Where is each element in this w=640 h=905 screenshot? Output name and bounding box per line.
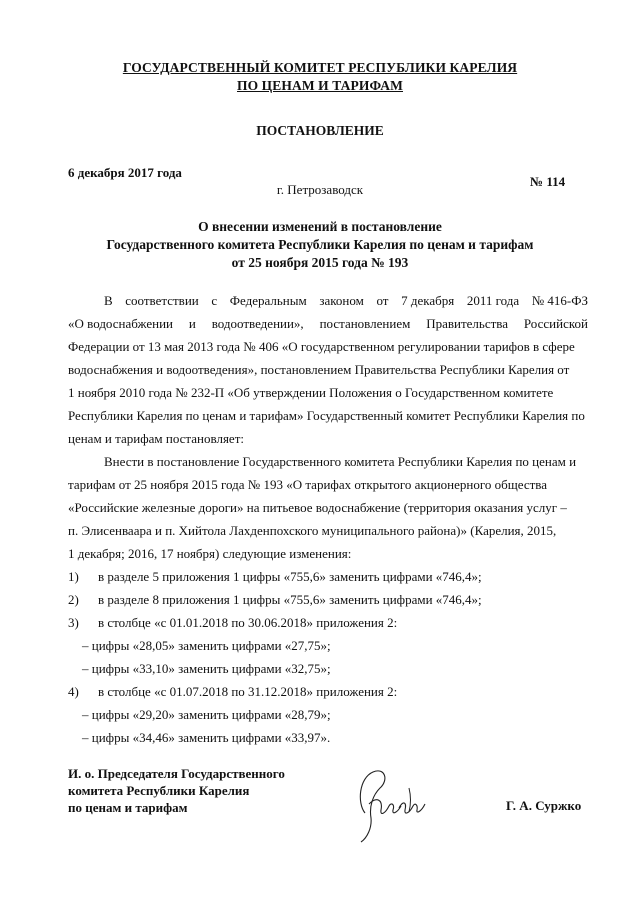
paragraph1-line6: Республики Карелия по ценам и тарифам» Государственный комитет Республики Карелия по — [68, 408, 585, 423]
paragraph2-line2: тарифам от 25 ноября 2015 года № 193 «О тарифах открытого акционерного общества — [68, 477, 548, 492]
paragraph1-line7: ценам и тарифам постановляет: — [68, 431, 244, 446]
signatory-role-line2: комитета Республики Карелия — [68, 783, 250, 798]
p1-word: Федеральным — [229, 293, 307, 308]
p1-word: Российской — [523, 316, 588, 331]
p1-word: с — [211, 293, 218, 308]
p1-word: водоотведении», — [211, 316, 304, 331]
subitem-text: – цифры «33,10» заменить цифрами «32,75»; — [82, 661, 331, 676]
p1-word: Правительства — [426, 316, 509, 331]
paragraph2-line1: Внести в постановление Государственного комитета Республики Карелия по ценам и — [104, 454, 577, 469]
org-name-line2: ПО ЦЕНАМ И ТАРИФАМ — [237, 78, 403, 93]
document-city: г. Петрозаводск — [276, 182, 364, 197]
handwritten-signature — [325, 758, 445, 848]
item-number: 1) — [68, 569, 79, 584]
subject-line2: Государственного комитета Республики Карелия по ценам и тарифам — [106, 237, 534, 252]
subitem-text: – цифры «28,05» заменить цифрами «27,75»; — [82, 638, 331, 653]
p1-word: и — [188, 316, 196, 331]
item-number: 4) — [68, 684, 79, 699]
item-number: 3) — [68, 615, 79, 630]
subitem-text: – цифры «34,46» заменить цифрами «33,97». — [82, 730, 331, 745]
p1-word: 2011 года — [466, 293, 520, 308]
item-text: в разделе 5 приложения 1 цифры «755,6» заменить цифрами «746,4»; — [98, 569, 482, 584]
p1-word: от — [376, 293, 389, 308]
item-text: в столбце «с 01.01.2018 по 30.06.2018» приложения 2: — [98, 615, 398, 630]
paragraph1-line3: Федерации от 13 мая 2013 года № 406 «О государственном регулировании тарифов в сфере — [68, 339, 575, 354]
item-text: в разделе 8 приложения 1 цифры «755,6» заменить цифрами «746,4»; — [98, 592, 482, 607]
document-type: ПОСТАНОВЛЕНИЕ — [256, 123, 384, 138]
p1-word: № 416-ФЗ — [531, 293, 588, 308]
p1-word: законом — [319, 293, 364, 308]
paragraph1-line5: 1 ноября 2010 года № 232-П «Об утверждении Положения о Государственном комитете — [68, 385, 554, 400]
paragraph1-line1 — [104, 293, 588, 309]
org-name-line1: ГОСУДАРСТВЕННЫЙ КОМИТЕТ РЕСПУБЛИКИ КАРЕЛИЯ — [122, 60, 518, 75]
item-number: 2) — [68, 592, 79, 607]
p1-word: соответствии — [125, 293, 199, 308]
subject-line1: О внесении изменений в постановление — [198, 219, 442, 234]
document-date: 6 декабря 2017 года — [68, 165, 182, 180]
p1-word: В — [104, 293, 113, 308]
document-number: № 114 — [530, 174, 566, 189]
p1-word: «О водоснабжении — [68, 316, 173, 331]
subitem-text: – цифры «29,20» заменить цифрами «28,79»; — [82, 707, 331, 722]
p1-word: 7 декабря — [401, 293, 455, 308]
item-text: в столбце «с 01.07.2018 по 31.12.2018» приложения 2: — [98, 684, 398, 699]
paragraph1-line4: водоснабжения и водоотведения», постановлением Правительства Республики Карелия от — [68, 362, 570, 377]
paragraph2-line4: п. Элисенваара и п. Хийтола Лахденпохского муниципального района)» (Карелия, 2015, — [68, 523, 557, 538]
paragraph2-line5: 1 декабря; 2016, 17 ноября) следующие изменения: — [68, 546, 352, 561]
subject-line3: от 25 ноября 2015 года № 193 — [231, 255, 409, 270]
signatory-role-line3: по ценам и тарифам — [68, 800, 188, 815]
paragraph2-line3: «Российские железные дороги» на питьевое водоснабжение (территория оказания услуг – — [68, 500, 567, 515]
p1-word: постановлением — [319, 316, 411, 331]
signatory-role-line1: И. о. Председателя Государственного — [68, 766, 285, 781]
paragraph1-line2 — [68, 316, 588, 332]
signatory-name: Г. А. Суржко — [506, 798, 582, 813]
